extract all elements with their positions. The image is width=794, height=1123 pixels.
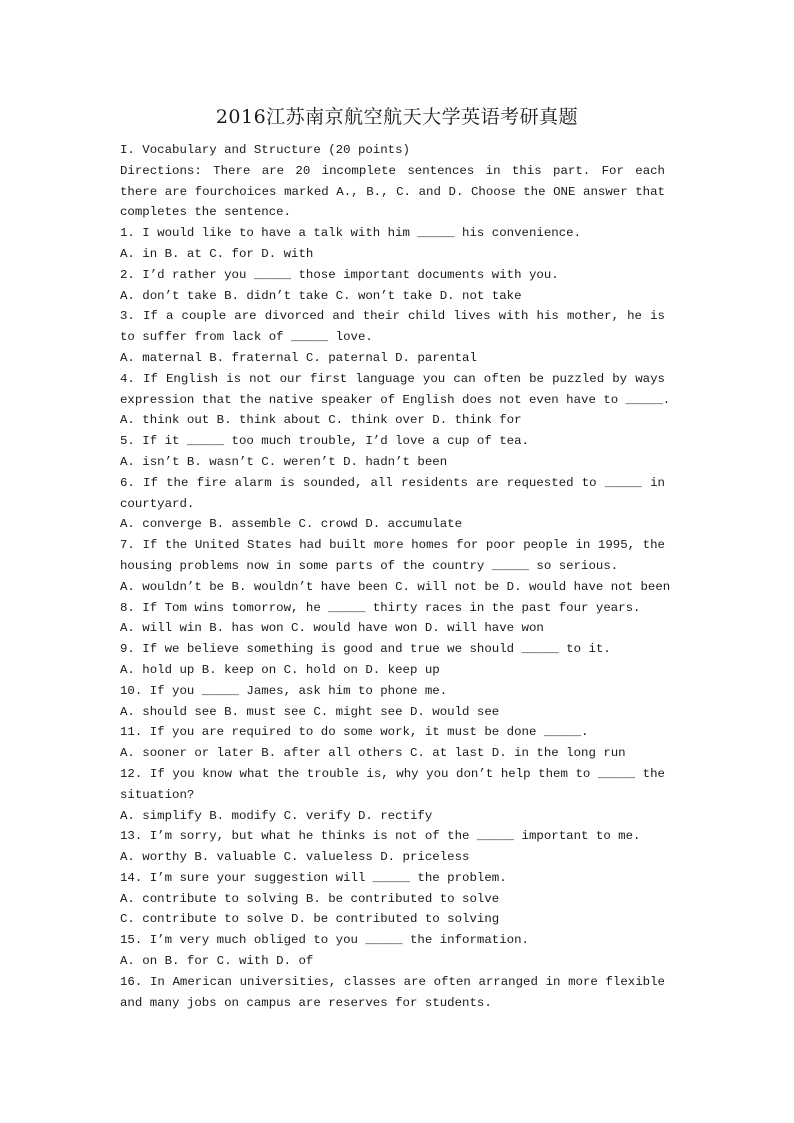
question-text: 9. If we believe something is good and true we should _____ to it.: [120, 642, 611, 657]
question-text: and many jobs on campus are reserves for students.: [120, 995, 492, 1010]
question-text: expression that the native speaker of English does not even have to _____.: [120, 392, 671, 407]
answer-options: A. in B. at C. for D. with: [120, 246, 314, 261]
directions-line: completes the sentence.: [120, 205, 292, 220]
answer-options: C. contribute to solve D. be contributed to solving: [120, 912, 500, 927]
answer-options: A. converge B. assemble C. crowd D. accumulate: [120, 517, 463, 532]
answer-options: A. isn’t B. wasn’t C. weren’t D. hadn’t been: [120, 454, 448, 469]
answer-options: A. hold up B. keep on C. hold on D. keep up: [120, 662, 440, 677]
question-text: courtyard.: [120, 496, 195, 511]
question-text: 2. I’d rather you _____ those important documents with you.: [120, 267, 559, 282]
question-text: situation?: [120, 787, 195, 802]
answer-options: A. maternal B. fraternal C. paternal D. parental: [120, 350, 477, 365]
answer-options: A. on B. for C. with D. of: [120, 954, 314, 969]
question-text: 13. I’m sorry, but what he thinks is not of the _____ important to me.: [120, 829, 641, 844]
answer-options: A. don’t take B. didn’t take C. won’t take D. not take: [120, 288, 522, 303]
question-text: 5. If it _____ too much trouble, I’d love a cup of tea.: [120, 434, 529, 449]
question-text: 10. If you _____ James, ask him to phone me.: [120, 683, 448, 698]
question-text: 1. I would like to have a talk with him _____ his convenience.: [120, 226, 582, 241]
answer-options: A. wouldn’t be B. wouldn’t have been C. will not be D. would have not been: [120, 579, 671, 594]
question-text: 4. If English is not our first language you can often be puzzled by ways: [120, 371, 665, 386]
answer-options: A. contribute to solving B. be contributed to solve: [120, 891, 500, 906]
page-title: 2016江苏南京航空航天大学英语考研真题: [215, 106, 579, 128]
question-text: 8. If Tom wins tomorrow, he _____ thirty races in the past four years.: [120, 600, 641, 615]
answer-options: A. think out B. think about C. think over D. think for: [120, 413, 522, 428]
answer-options: A. should see B. must see C. might see D. would see: [120, 704, 500, 719]
question-text: to suffer from lack of _____ love.: [120, 330, 373, 345]
question-text: 11. If you are required to do some work, it must be done _____.: [120, 725, 589, 740]
question-text: 12. If you know what the trouble is, why you don’t help them to _____ the: [120, 766, 665, 781]
answer-options: A. worthy B. valuable C. valueless D. priceless: [120, 850, 470, 865]
question-text: 14. I’m sure your suggestion will _____ the problem.: [120, 870, 507, 885]
question-text: 7. If the United States had built more homes for poor people in 1995, the: [120, 538, 665, 553]
question-text: 16. In American universities, classes are often arranged in more flexible: [120, 974, 665, 989]
document-body: [120, 140, 680, 1013]
directions-line: Directions: There are 20 incomplete sentences in this part. For each: [120, 163, 665, 178]
question-text: 6. If the fire alarm is sounded, all residents are requested to _____ in: [120, 475, 665, 490]
question-text: 3. If a couple are divorced and their child lives with his mother, he is: [120, 309, 665, 324]
answer-options: A. simplify B. modify C. verify D. rectify: [120, 808, 433, 823]
directions-line: there are fourchoices marked A., B., C. and D. Choose the ONE answer that: [120, 184, 665, 199]
question-text: housing problems now in some parts of the country _____ so serious.: [120, 558, 619, 573]
question-list: [120, 223, 680, 1013]
section-heading: I. Vocabulary and Structure (20 points): [120, 143, 410, 157]
answer-options: A. sooner or later B. after all others C. at last D. in the long run: [120, 746, 626, 761]
answer-options: A. will win B. has won C. would have won D. will have won: [120, 621, 544, 636]
question-text: 15. I’m very much obliged to you _____ the information.: [120, 933, 529, 948]
